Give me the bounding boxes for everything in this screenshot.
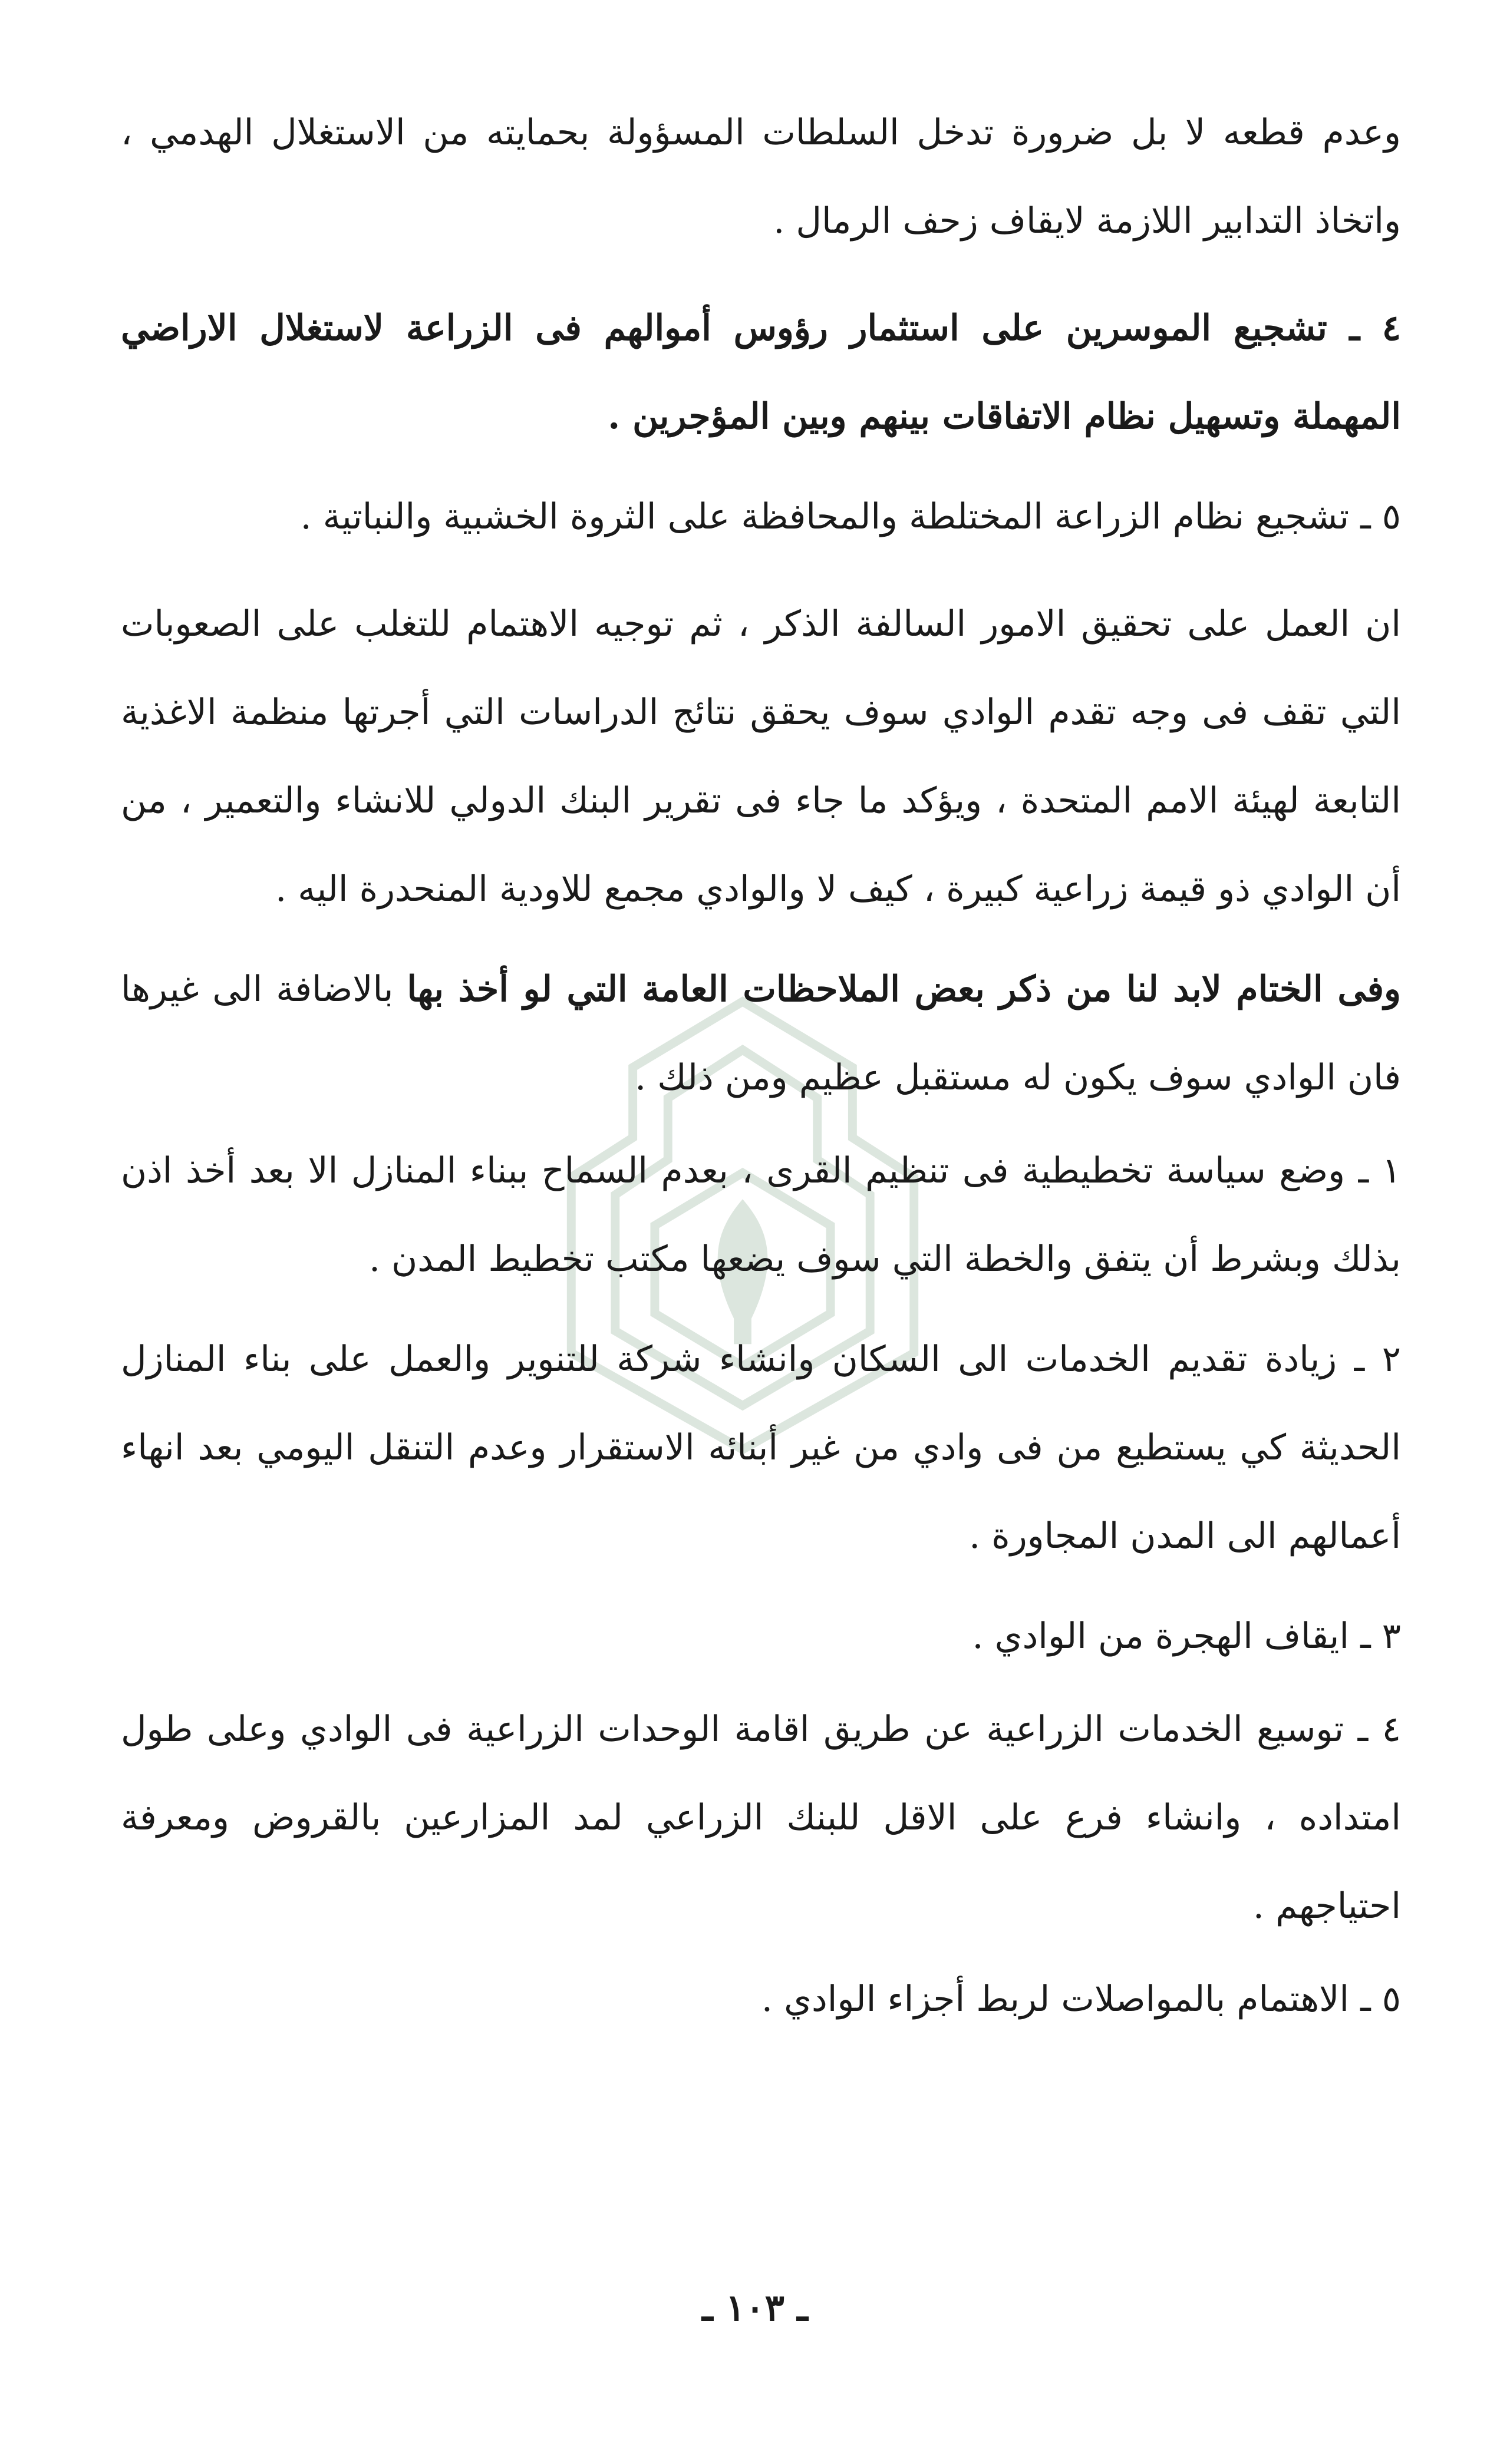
list-item-1-village-planning: ١ ـ وضع سياسة تخطيطية فى تنظيم القرى ، بعدم السماح ببناء المنازل الا بعد أخذ اذن بذلك وبشرط أن يتفق والخطة التي سوف يضعها مكتب تخطيط المدن . (121, 1150, 1401, 1280)
paragraph-conclusion-studies: ان العمل على تحقيق الامور السالفة الذكر ، ثم توجيه الاهتمام للتغلب على الصعوبات التي تقف فى وجه تقدم الوادي سوف يحقق نتائج الدراسات التي أجرتها منظمة الاغذية التابعة لهيئة الامم المتحدة ، ويؤكد ما جاء فى تقرير البنك الدولي للانشاء والتعمير ، من أن الوادي ذو قيمة زراعية كبيرة ، كيف لا والوادي مجمع للاودية المنحدرة اليه . (121, 603, 1401, 910)
closing-remarks-lead: وفى الختام لابد لنا من ذكر بعض الملاحظات العامة التي لو أخذ بها (407, 969, 1401, 1010)
list-item-4-encourage-investors: ٤ ـ تشجيع الموسرين على استثمار رؤوس أموالهم فى الزراعة لاستغلال الاراضي المهملة وتسهيل نظام الاتفاقات بينهم وبين المؤجرين . (121, 308, 1401, 437)
page-number: ـ ١٠٣ ـ (702, 2286, 808, 2329)
body-text (121, 88, 1401, 2043)
list-item-5-transport: ٥ ـ الاهتمام بالمواصلات لربط أجزاء الوادي . (761, 1979, 1401, 2020)
paragraph-intro-continuation: وعدم قطعه لا بل ضرورة تدخل السلطات المسؤولة بحمايته من الاستغلال الهدمي ، واتخاذ التدابير اللازمة لايقاف زحف الرمال . (121, 112, 1401, 242)
list-item-2-services: ٢ ـ زيادة تقديم الخدمات الى السكان وانشاء شركة للتنوير والعمل على بناء المنازل الحديثة كي يستطيع من فى وادي من غير أبنائه الاستقرار وعدم التنقل اليومي بعد انهاء أعمالهم الى المدن المجاورة . (121, 1339, 1401, 1557)
list-item-3-stop-migration: ٣ ـ ايقاف الهجرة من الوادي . (972, 1616, 1401, 1657)
list-item-5-mixed-farming: ٥ ـ تشجيع نظام الزراعة المختلطة والمحافظة على الثروة الخشبية والنباتية . (300, 496, 1401, 537)
closing-remarks-rest: بالاضافة الى غيرها فان الوادي سوف يكون له مستقبل عظيم ومن ذلك . (121, 969, 1401, 1098)
paragraph-closing-remarks (121, 945, 1401, 1122)
list-item-4-agricultural-services: ٤ ـ توسيع الخدمات الزراعية عن طريق اقامة الوحدات الزراعية فى الوادي وعلى طول امتداده ، وانشاء فرع على الاقل للبنك الزراعي لمد المزارعين بالقروض ومعرفة احتياجهم . (121, 1709, 1401, 1927)
